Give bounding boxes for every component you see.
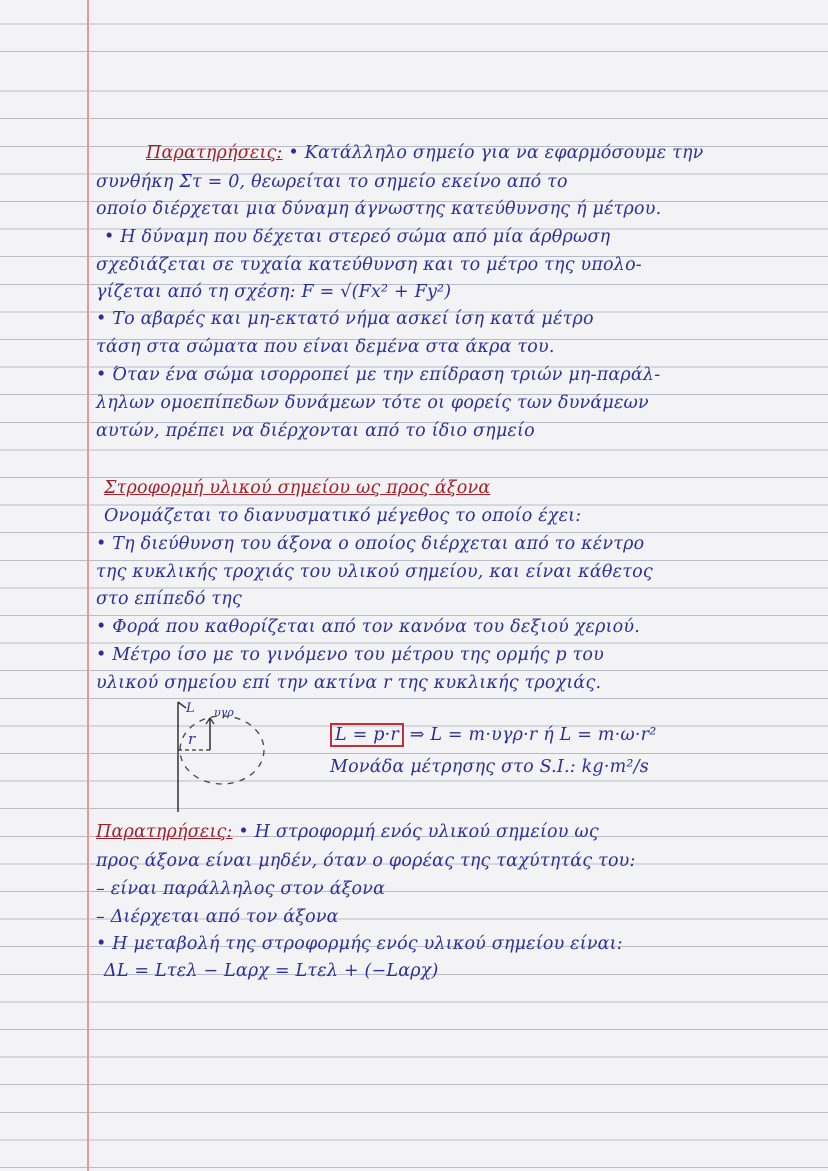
notes-line: συνθήκη Στ = 0, θεωρείται το σημείο εκείνο από το [96, 172, 568, 192]
notes-line: προς άξονα είναι μηδέν, όταν ο φορέας της ταχύτητάς του: [96, 851, 636, 871]
notes-line: Παρατηρήσεις: • Κατάλληλο σημείο για να εφαρμόσουμε την [146, 143, 704, 163]
section-heading: Παρατηρήσεις: [146, 143, 283, 163]
margin-line [87, 0, 89, 1171]
notes-line: σχεδιάζεται σε τυχαία κατεύθυνση και το μέτρο της υπολο- [96, 255, 642, 275]
notes-line: Παρατηρήσεις: • Η στροφορμή ενός υλικού σημείου ως [96, 822, 599, 842]
notes-line: ληλων ομοεπίπεδων δυνάμεων τότε οι φορείς των δυνάμεων [96, 393, 649, 413]
notes-line: • Μέτρο ίσο με το γινόμενο του μέτρου της ορμής p του [96, 645, 604, 665]
notes-line: ΔL = Lτελ − Lαρχ = Lτελ + (−Lαρχ) [104, 961, 439, 981]
notes-line: – Διέρχεται από τον άξονα [96, 907, 339, 927]
boxed-formula: L = p·r [330, 723, 404, 747]
notes-line: • Όταν ένα σώμα ισορροπεί με την επίδραση τριών μη-παράλ- [96, 365, 661, 385]
notes-line: – είναι παράλληλος στον άξονα [96, 879, 386, 899]
notes-line: • Η δύναμη που δέχεται στερεό σώμα από μία άρθρωση [104, 227, 611, 247]
axis-arrow-icon [178, 702, 186, 708]
axis-label: L [186, 701, 195, 716]
notes-line: τάση στα σώματα που είναι δεμένα στα άκρα του. [96, 337, 555, 357]
formula-line: L = p·r ⇒ L = m·υγρ·r ή L = m·ω·r² [330, 725, 656, 745]
notes-line: Ονομάζεται το διανυσματικό μέγεθος το οποίο έχει: [104, 506, 582, 526]
angular-momentum-diagram [150, 700, 310, 815]
units-line: Μονάδα μέτρησης στο S.I.: kg·m²/s [330, 757, 649, 777]
notes-line: • Τη διεύθυνση του άξονα ο οποίος διέρχεται από το κέντρο [96, 534, 645, 554]
section-title: Στροφορμή υλικού σημείου ως προς άξονα [104, 478, 491, 498]
section-heading: Παρατηρήσεις: [96, 822, 233, 842]
notes-line: • Το αβαρές και μη-εκτατό νήμα ασκεί ίση κατά μέτρο [96, 309, 594, 329]
velocity-label: υγρ [214, 706, 234, 719]
notes-line: υλικού σημείου επί την ακτίνα r της κυκλικής τροχιάς. [96, 673, 602, 693]
notes-line: οποίο διέρχεται μια δύναμη άγνωστης κατεύθυνσης ή μέτρου. [96, 199, 662, 219]
notes-line: • Φορά που καθορίζεται από τον κανόνα του δεξιού χεριού. [96, 617, 640, 637]
notes-line: στο επίπεδό της [96, 589, 242, 609]
radius-label: r [188, 730, 196, 748]
notes-line: γίζεται από τη σχέση: F = √(Fx² + Fy²) [96, 282, 452, 302]
notes-line: της κυκλικής τροχιάς του υλικού σημείου, και είναι κάθετος [96, 562, 653, 582]
notes-line: • Η μεταβολή της στροφορμής ενός υλικού σημείου είναι: [96, 934, 623, 954]
notes-line: αυτών, πρέπει να διέρχονται από το ίδιο σημείο [96, 421, 535, 441]
